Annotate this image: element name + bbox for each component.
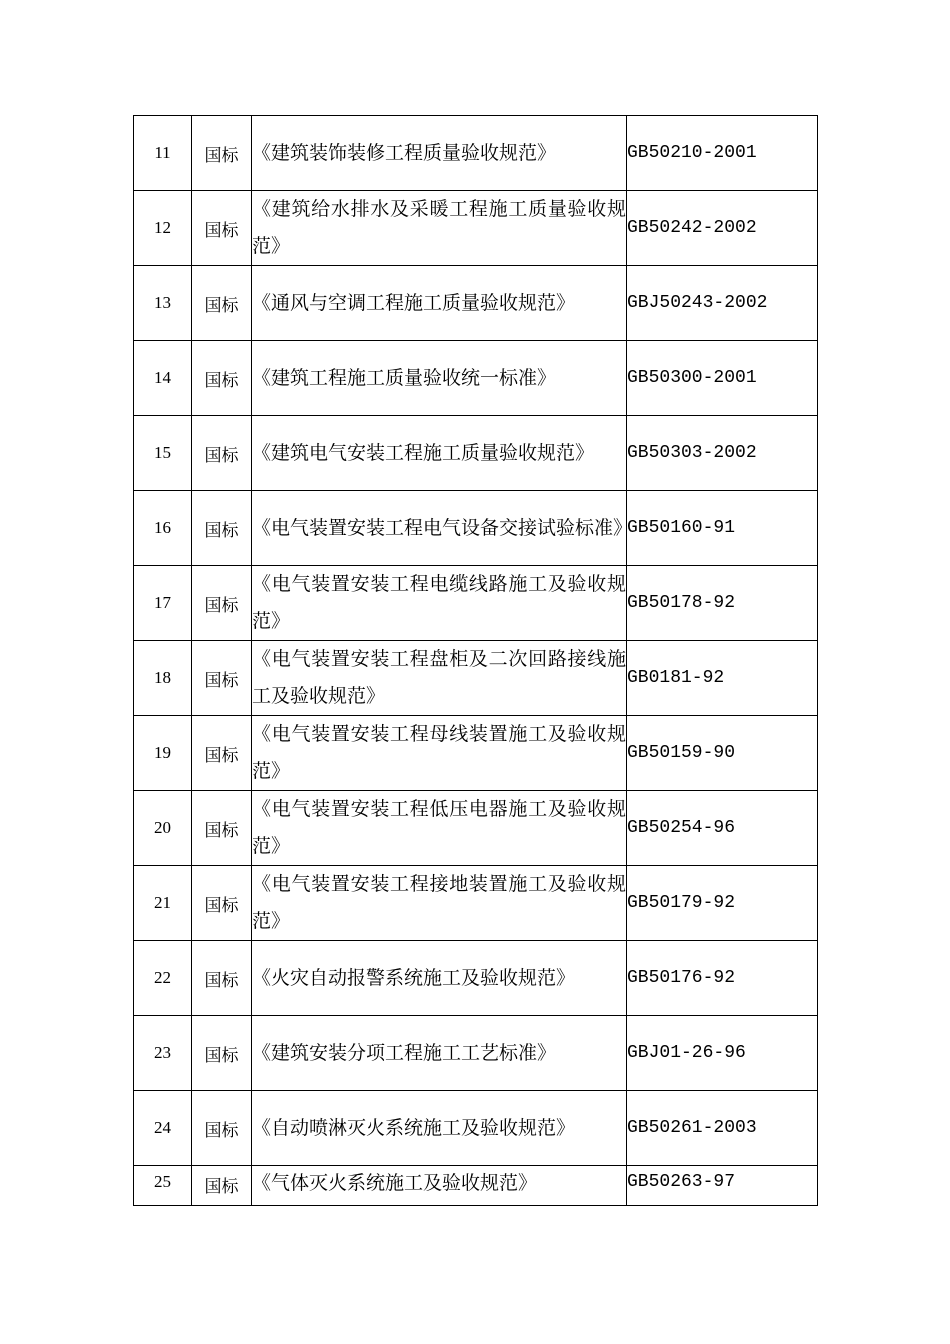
row-number: 15 [134,416,192,491]
row-number: 16 [134,491,192,566]
standard-type: 国标 [192,866,252,941]
standard-type: 国标 [192,116,252,191]
table-row [134,866,818,941]
row-number: 18 [134,641,192,716]
row-number: 24 [134,1091,192,1166]
table-row [134,1091,818,1166]
standard-name: 《火灾自动报警系统施工及验收规范》 [252,941,627,1016]
table-row [134,641,818,716]
table-row [134,341,818,416]
row-number: 14 [134,341,192,416]
standard-code: GB50160-91 [627,491,818,566]
standard-type: 国标 [192,641,252,716]
row-number: 22 [134,941,192,1016]
standard-name: 《气体灭火系统施工及验收规范》 [252,1166,627,1206]
table-row [134,266,818,341]
standard-name: 《建筑电气安装工程施工质量验收规范》 [252,416,627,491]
standard-code: GB50303-2002 [627,416,818,491]
standard-name: 《电气装置安装工程接地装置施工及验收规范》 [252,866,627,941]
standard-code: GB50254-96 [627,791,818,866]
standard-code: GB50179-92 [627,866,818,941]
row-number: 25 [134,1166,192,1206]
standard-name: 《电气装置安装工程盘柜及二次回路接线施工及验收规范》 [252,641,627,716]
standard-code: GBJ01-26-96 [627,1016,818,1091]
standard-type: 国标 [192,491,252,566]
standard-code: GB50300-2001 [627,341,818,416]
row-number: 17 [134,566,192,641]
standard-type: 国标 [192,716,252,791]
row-number: 12 [134,191,192,266]
standard-name: 《电气装置安装工程电缆线路施工及验收规范》 [252,566,627,641]
table-row [134,716,818,791]
standard-code: GB50263-97 [627,1166,818,1206]
standard-type: 国标 [192,566,252,641]
standard-code: GB50261-2003 [627,1091,818,1166]
standard-type: 国标 [192,941,252,1016]
standard-name: 《自动喷淋灭火系统施工及验收规范》 [252,1091,627,1166]
standard-name: 《电气装置安装工程低压电器施工及验收规范》 [252,791,627,866]
standard-code: GB50178-92 [627,566,818,641]
standards-table [133,115,818,1206]
table-row [134,1016,818,1091]
table-row [134,566,818,641]
row-number: 11 [134,116,192,191]
standard-type: 国标 [192,791,252,866]
standard-type: 国标 [192,341,252,416]
standard-name: 《建筑安装分项工程施工工艺标准》 [252,1016,627,1091]
standard-code: GB50210-2001 [627,116,818,191]
standard-name: 《通风与空调工程施工质量验收规范》 [252,266,627,341]
row-number: 20 [134,791,192,866]
standard-code: GB0181-92 [627,641,818,716]
standard-code: GBJ50243-2002 [627,266,818,341]
standard-type: 国标 [192,266,252,341]
row-number: 23 [134,1016,192,1091]
row-number: 19 [134,716,192,791]
standard-name: 《建筑给水排水及采暖工程施工质量验收规范》 [252,191,627,266]
table-row [134,491,818,566]
standard-code: GB50242-2002 [627,191,818,266]
standard-type: 国标 [192,191,252,266]
table-row [134,116,818,191]
standard-name: 《建筑装饰装修工程质量验收规范》 [252,116,627,191]
standard-name: 《电气装置安装工程电气设备交接试验标准》 [252,491,627,566]
standard-type: 国标 [192,1166,252,1206]
standard-type: 国标 [192,1091,252,1166]
standard-type: 国标 [192,416,252,491]
standard-name: 《建筑工程施工质量验收统一标准》 [252,341,627,416]
row-number: 21 [134,866,192,941]
table-row [134,191,818,266]
row-number: 13 [134,266,192,341]
table-row [134,416,818,491]
standard-name: 《电气装置安装工程母线装置施工及验收规范》 [252,716,627,791]
standard-code: GB50176-92 [627,941,818,1016]
standard-code: GB50159-90 [627,716,818,791]
table-row [134,1166,818,1206]
table-row [134,941,818,1016]
table-row [134,791,818,866]
standard-type: 国标 [192,1016,252,1091]
